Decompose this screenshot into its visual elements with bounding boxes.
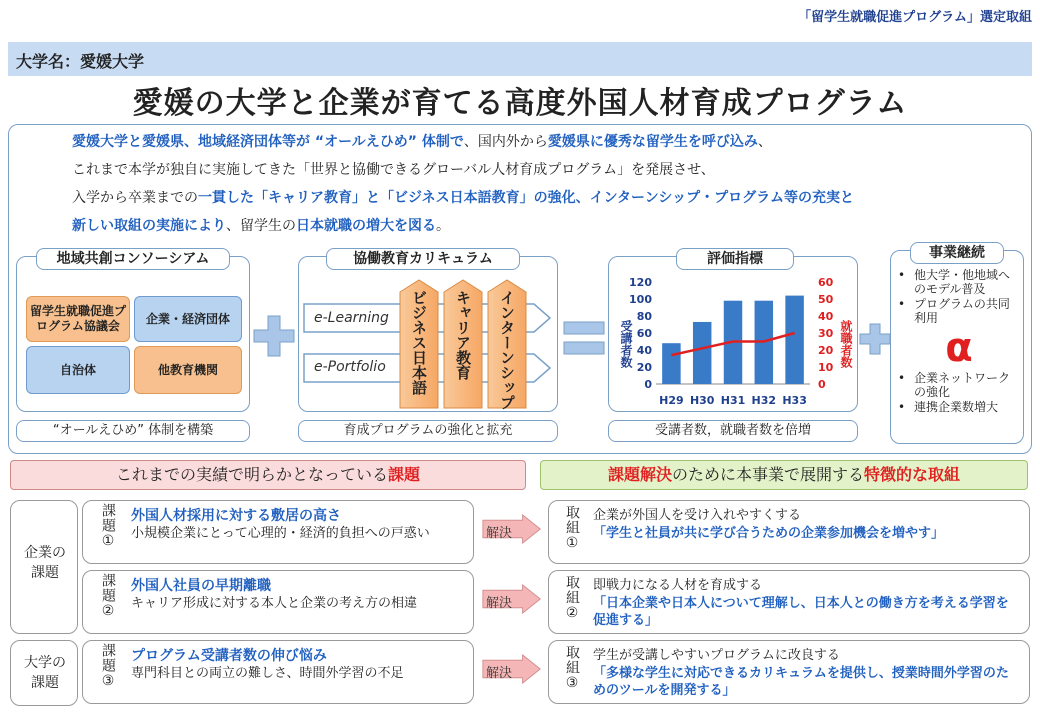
y2-axis-label: 就職者数 bbox=[839, 320, 853, 368]
solution-title: 「学生と社員が共に学び合うための企業参加機会を増やす」 bbox=[593, 526, 945, 541]
alpha-symbol: α bbox=[945, 325, 973, 371]
intro-segment: これまで本学が独自に実施してきた「世界と協働できるグローバル人材育成プログラム」を発展させ、 bbox=[72, 162, 715, 178]
tool-e-learning: e-Learning bbox=[314, 310, 389, 326]
intro-segment: 新しい取組の実施により bbox=[72, 218, 226, 234]
y2-tick-label: 0 bbox=[818, 378, 826, 391]
continuation-item: • プログラムの共同利用 bbox=[898, 297, 1010, 325]
solutions-header-highlight-2: 特徴的な取組 bbox=[864, 465, 961, 484]
bar bbox=[693, 322, 711, 384]
issue-number: 課題① bbox=[100, 503, 116, 550]
issue-number: 課題② bbox=[100, 573, 116, 620]
solution-text: 学生が受講しやすいプログラムに改良する bbox=[593, 648, 840, 663]
group-label: 大学の課題 bbox=[24, 655, 66, 691]
continuation-title: 事業継続 bbox=[910, 242, 1004, 264]
curriculum-caption: 育成プログラムの強化と拡充 bbox=[298, 420, 558, 442]
solutions-header-text: のために本事業で展開する bbox=[671, 465, 864, 484]
issue-title: 外国人材採用に対する敷居の高さ bbox=[131, 508, 341, 524]
y-tick-label: 100 bbox=[629, 293, 652, 306]
consortium-item-other-schools: 他教育機関 bbox=[134, 346, 242, 394]
university-label: 大学名：愛媛大学 bbox=[16, 52, 145, 71]
resolve-label: 解決 bbox=[486, 596, 513, 611]
solution-text: 企業が外国人を受け入れやすくする bbox=[593, 508, 802, 523]
issue-title: プログラム受講者数の伸び悩み bbox=[131, 648, 327, 664]
group-university-issues bbox=[10, 640, 78, 706]
y-tick-label: 40 bbox=[636, 344, 652, 357]
solution-number: 取組③ bbox=[564, 645, 580, 692]
issue-box bbox=[82, 570, 474, 634]
x-tick-label: H31 bbox=[720, 394, 746, 407]
issues-header bbox=[10, 460, 526, 490]
intro-segment: 日本就職の増大を図る bbox=[296, 218, 436, 234]
consortium-title: 地域共創コンソーシアム bbox=[36, 248, 230, 270]
issue-title: 外国人社員の早期離職 bbox=[131, 578, 271, 594]
intro-line-1 bbox=[72, 128, 1012, 156]
consortium-item-government: 自治体 bbox=[26, 346, 130, 394]
solution-number: 取組① bbox=[564, 505, 580, 552]
issue-number: 課題③ bbox=[100, 643, 116, 690]
group-company-issues bbox=[10, 500, 78, 634]
continuation-item: • 他大学・他地域へのモデル普及 bbox=[898, 268, 1011, 296]
issue-box bbox=[82, 640, 474, 704]
solution-title: 「日本企業や日本人について理解し、日本人との働き方を考える学習を促進する」 bbox=[593, 596, 1009, 628]
plus-icon-2 bbox=[858, 322, 892, 356]
y-tick-label: 20 bbox=[636, 361, 652, 374]
issue-box bbox=[82, 500, 474, 564]
solution-number: 取組② bbox=[564, 575, 580, 622]
plus-icon bbox=[252, 314, 296, 358]
continuation-item: • 企業ネットワークの強化 bbox=[898, 371, 1011, 399]
y2-tick-label: 20 bbox=[818, 344, 834, 357]
page-title: 愛媛の大学と企業が育てる高度外国人材育成プログラム bbox=[132, 86, 908, 121]
consortium-item-business: 企業・経済団体 bbox=[134, 296, 242, 342]
y-tick-label: 60 bbox=[636, 327, 652, 340]
solution-box bbox=[548, 570, 1030, 634]
x-tick-label: H30 bbox=[689, 394, 715, 407]
intro-line-3 bbox=[72, 184, 1012, 212]
issues-header-text: これまでの実績で明らかとなっている bbox=[115, 465, 388, 484]
solutions-header bbox=[540, 460, 1028, 490]
header-label: 「留学生就職促進プログラム」選定取組 bbox=[798, 10, 1032, 25]
evaluation-chart bbox=[610, 270, 856, 410]
pillar-internship: インターンシップ bbox=[498, 290, 516, 410]
intro-segment: 、 bbox=[757, 134, 772, 150]
solution-title: 「多様な学生に対応できるカリキュラムを提供し、授業時間外学習のためのツールを開発する」 bbox=[593, 666, 1009, 698]
consortium-caption: “オールえひめ” 体制を構築 bbox=[16, 420, 250, 442]
y-tick-label: 0 bbox=[644, 378, 652, 391]
tool-e-portfolio: e-Portfolio bbox=[314, 359, 386, 375]
y-tick-label: 120 bbox=[629, 276, 652, 289]
pillar-career-education: キャリア教育 bbox=[454, 290, 472, 380]
solution-box bbox=[548, 640, 1030, 704]
solution-text: 即戦力になる人材を育成する bbox=[593, 578, 763, 593]
bar bbox=[662, 343, 680, 384]
pillar-business-japanese: ビジネス日本語 bbox=[410, 290, 428, 395]
intro-line-2 bbox=[72, 156, 1012, 184]
intro-segment: 愛媛県に優秀な留学生を呼び込み bbox=[547, 134, 758, 150]
intro-line-4 bbox=[72, 212, 1012, 240]
equals-icon bbox=[562, 318, 606, 358]
evaluation-title: 評価指標 bbox=[676, 248, 794, 270]
y2-tick-label: 10 bbox=[818, 361, 834, 374]
university-bar bbox=[8, 42, 1032, 76]
y2-tick-label: 30 bbox=[818, 327, 834, 340]
curriculum-title: 協働教育カリキュラム bbox=[326, 248, 520, 270]
continuation-item: • 連携企業数増大 bbox=[898, 400, 999, 414]
evaluation-caption: 受講者数，就職者数を倍増 bbox=[608, 420, 858, 442]
x-tick-label: H33 bbox=[782, 394, 807, 407]
intro-segment: 。 bbox=[436, 218, 450, 234]
issue-text: 小規模企業にとって心理的・経済的負担への戸惑い bbox=[131, 526, 430, 541]
y2-tick-label: 50 bbox=[818, 293, 834, 306]
y-tick-label: 80 bbox=[636, 310, 652, 323]
group-label: 企業の課題 bbox=[24, 545, 66, 581]
resolve-label: 解決 bbox=[486, 666, 513, 681]
consortium-item-council: 留学生就職促進プログラム協議会 bbox=[26, 296, 130, 342]
intro-segment: 入学から卒業までの bbox=[72, 190, 198, 206]
solution-box bbox=[548, 500, 1030, 564]
solutions-header-highlight-1: 課題解決 bbox=[607, 465, 672, 484]
x-tick-label: H29 bbox=[659, 394, 684, 407]
intro-segment: 、留学生の bbox=[226, 218, 296, 234]
intro-text bbox=[72, 128, 1012, 240]
intro-segment: 愛媛大学と愛媛県、地域経済団体等が “オールえひめ” 体制で bbox=[72, 134, 464, 150]
intro-segment: 、国内外から bbox=[463, 134, 548, 150]
issue-text: 専門科目との両立の難しさ、時間外学習の不足 bbox=[131, 666, 404, 681]
resolve-label: 解決 bbox=[486, 526, 513, 541]
intro-segment: 一貫した「キャリア教育」と「ビジネス日本語教育」の強化、インターンシップ・プログラム等の充実と bbox=[198, 190, 854, 206]
y-axis-label: 受講者数 bbox=[619, 320, 633, 368]
issue-text: キャリア形成に対する本人と企業の考え方の相違 bbox=[131, 596, 418, 611]
continuation-list bbox=[898, 268, 1020, 414]
issues-header-highlight: 課題 bbox=[388, 465, 421, 484]
bar bbox=[785, 296, 803, 384]
y2-tick-label: 60 bbox=[818, 276, 834, 289]
x-tick-label: H32 bbox=[751, 394, 777, 407]
y2-tick-label: 40 bbox=[818, 310, 834, 323]
